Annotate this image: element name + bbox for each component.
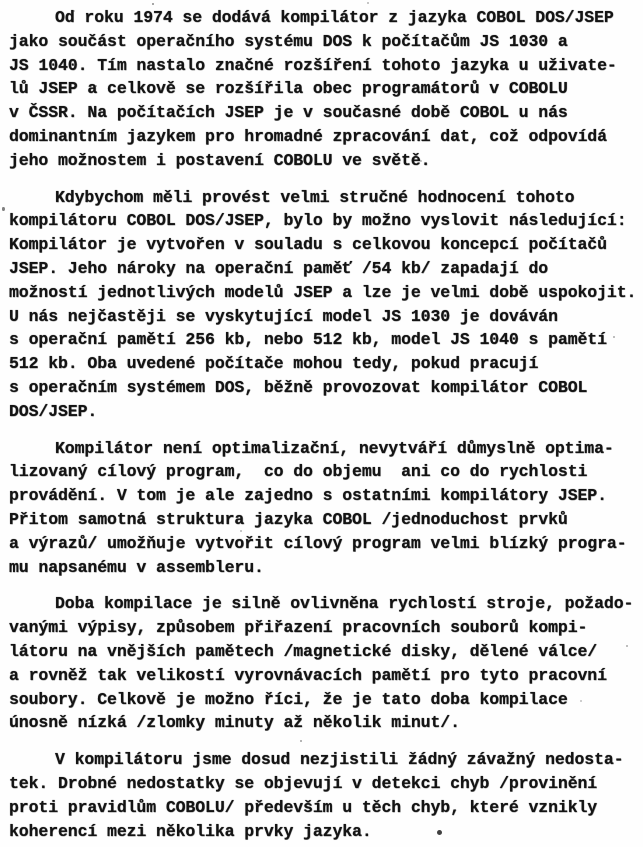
text-line: a výrazů/ umožňuje vytvořit cílový program velmi blízký progra- [9,533,627,553]
text-line: jeho možnostem i postavení COBOLU ve světě. [9,150,431,170]
scan-speck [420,160,422,162]
text-line: Kompilátor není optimalizační, nevytváří důmyslně optima- [55,438,614,458]
scan-speck [300,740,302,742]
text-line: s operační pamětí 256 kb, nebo 512 kb, model JS 1040 s pamětí [9,330,607,350]
text-line: kompilátoru COBOL DOS/JSEP, bylo by možno vyslovit následující: [9,211,627,231]
paragraph [9,6,643,173]
scan-speck [73,10,75,12]
text-line: tek. Drobné nedostatky se objevují v detekci chyb /provinění [9,773,598,793]
text-line: lizovaný cílový program, co do objemu ani co do rychlosti [9,462,588,482]
text-line: Doba kompilace je silně ovlivněna rychlostí stroje, požado- [55,594,634,614]
scan-speck [437,830,442,835]
text-line: lů JSEP a celkově se rozšířila obec programátorů v COBOLU [9,79,568,99]
paragraph [9,186,643,424]
text-line: V kompilátoru jsme dosud nezjistili žádný závažný nedosta- [55,750,624,770]
text-line: Kompilátor je vytvořen v souladu s celkovou koncepcí počítačů [9,235,607,255]
paragraph [9,592,643,735]
scan-speck [240,530,242,532]
text-line: Od roku 1974 se dodává kompilátor z jazyka COBOL DOS/JSEP [55,8,614,27]
text-line: a rovněž tak velikostí vyrovnávacích pamětí pro tyto pracovní [9,665,607,685]
text-line: JSEP. Jeho nároky na operační paměť /54 kb/ zapadají do [9,258,549,278]
scan-speck [613,336,615,338]
text-line: provádění. V tom je ale zajedno s ostatními kompilátory JSEP. [9,486,607,506]
text-line: s operačním systémem DOS, běžně provozovat kompilátor COBOL [9,377,588,397]
text-line: dominantním jazykem pro hromadné zpracování dat, což odpovídá [9,126,607,146]
text-line: jako součást operačního systému DOS k počítačům JS 1030 a [9,31,568,51]
text-line: soubory. Celkově je možno říci, že je tato doba kompilace [9,689,568,709]
text-line: U nás nejčastěji se vyskytující model JS 1030 je dováván [9,306,558,326]
text-line: proti pravidlům COBOLU/ především u těch chyb, které vznikly [9,797,598,817]
paragraph [9,437,643,580]
text-line: Kdybychom měli provést velmi stručné hodnocení tohoto [55,187,575,207]
scan-speck [367,2,369,4]
text-line: koherencí mezi několika prvky jazyka. [9,821,372,841]
scan-speck [626,645,628,647]
scan-speck [580,700,582,702]
text-line: DOS/JSEP. [9,401,98,421]
scan-speck [152,3,154,5]
text-line: Přitom samotná struktura jazyka COBOL /jednoduchost prvků [9,509,568,529]
text-line: 512 kb. Oba uvedené počítače mohou tedy, pokud pracují [9,354,539,374]
paragraph [9,748,643,843]
text-line: vanými výpisy, způsobem přiřazení pracovních souborů kompi- [9,618,588,638]
text-line: možností jednotlivých modelů JSEP a lze je velmi době uspokojit. [9,282,637,302]
text-line: mu napsanému v assembleru. [9,557,264,577]
text-line: látoru na vnějších pamětech /magnetické disky, dělené válce/ [9,641,598,661]
scan-speck [2,207,5,211]
text-line: únosně nízká /zlomky minuty až několik minut/. [9,713,460,733]
text-line: v ČSSR. Na počítačích JSEP je v současné době COBOL u nás [9,103,568,123]
paragraphs-container [9,6,643,843]
scan-speck [95,85,97,87]
text-line: JS 1040. Tím nastalo značné rozšíření tohoto jazyka u uživate- [9,55,617,75]
